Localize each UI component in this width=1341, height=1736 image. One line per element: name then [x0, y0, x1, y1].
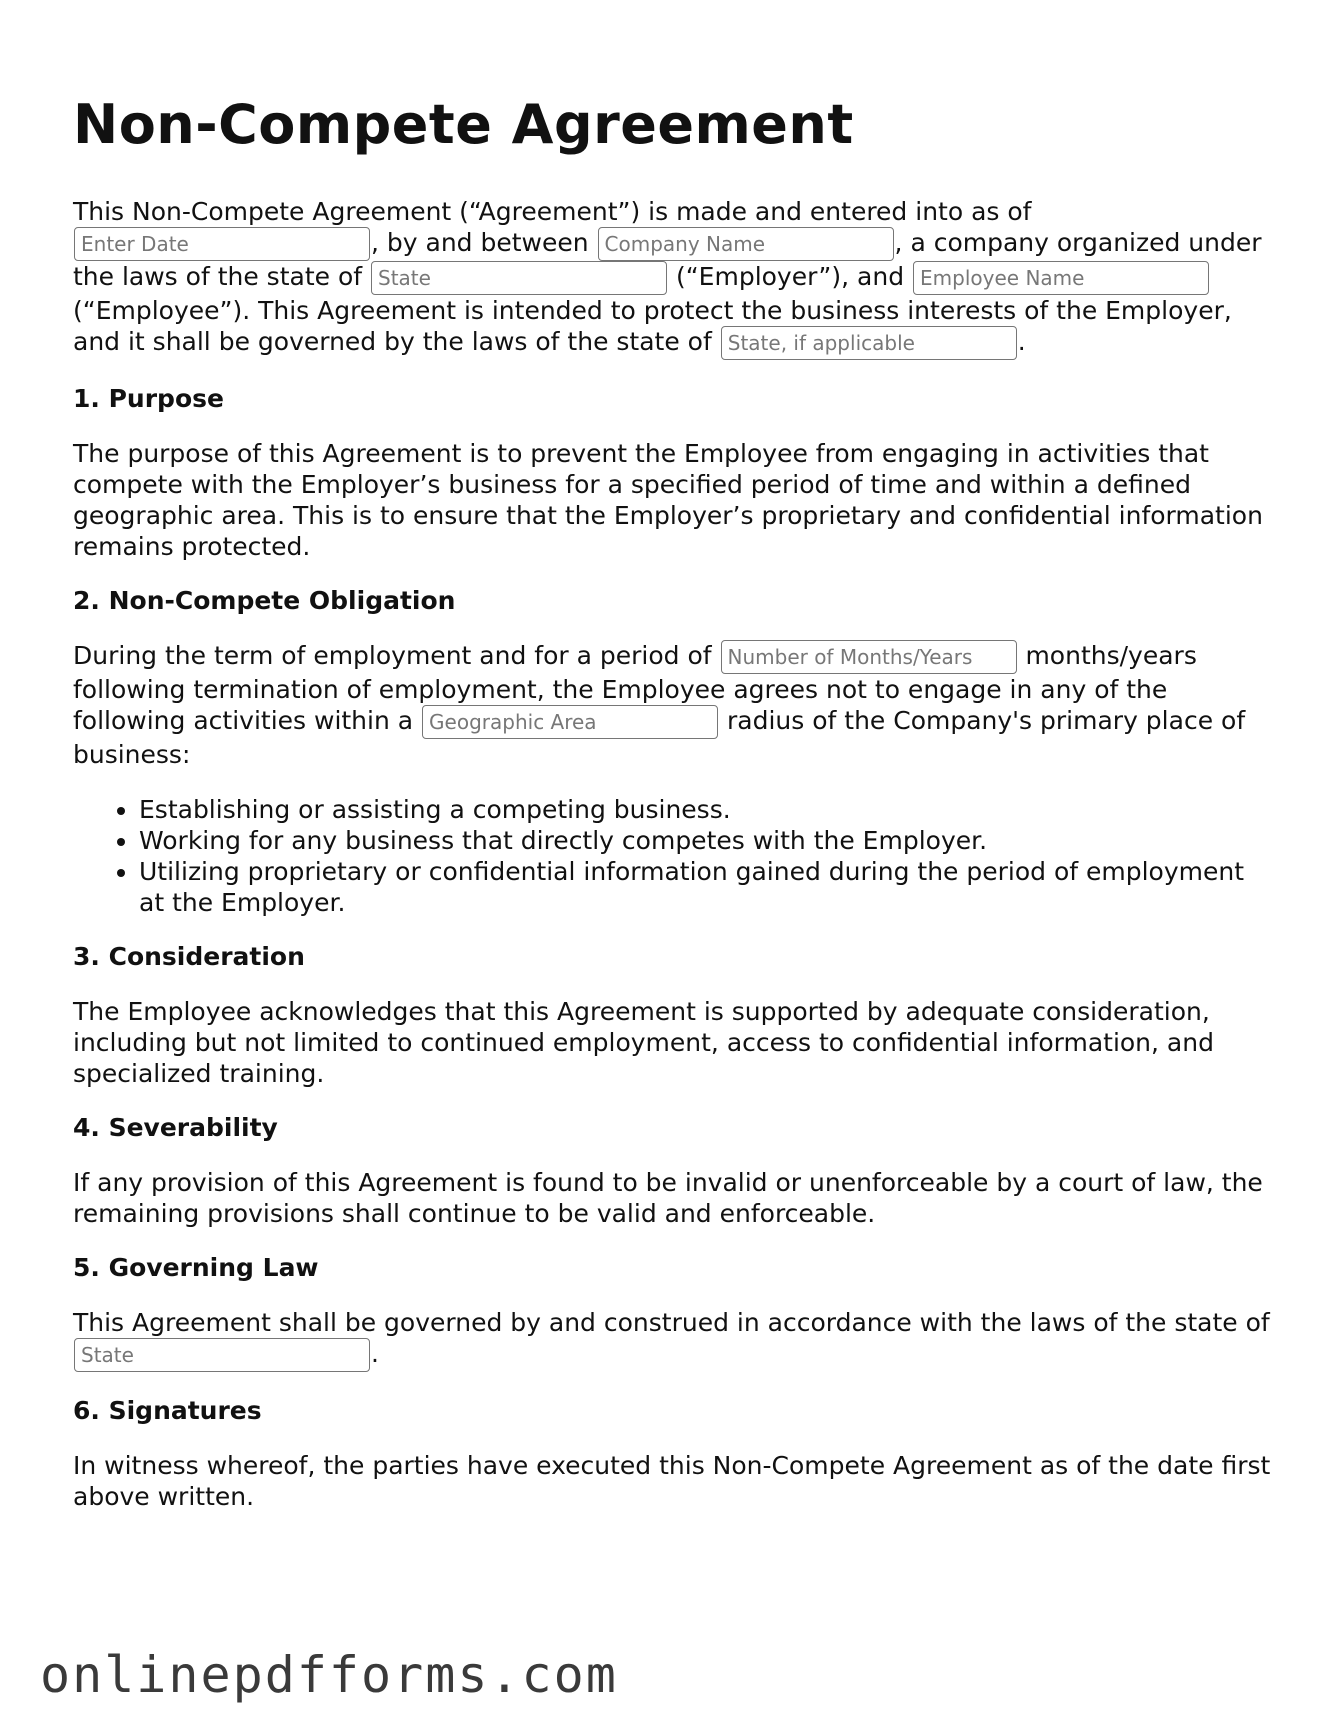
geographic-area-input[interactable] — [422, 705, 718, 739]
date-input[interactable] — [74, 227, 370, 261]
consideration-paragraph: The Employee acknowledges that this Agreement is supported by adequate consideration, including but not limited to continued employment, access to confidential information, and specialized training. — [73, 997, 1214, 1088]
list-item: • Utilizing proprietary or confidential information gained during the period of employment at the Employer. — [139, 856, 1273, 918]
intro-text-4: (“Employer”), and — [675, 262, 905, 291]
signatures-heading: 6. Signatures — [73, 1396, 262, 1425]
period-input[interactable] — [721, 640, 1017, 674]
list-item: • Establishing or assisting a competing business. — [139, 794, 1273, 825]
severability-heading: 4. Severability — [73, 1113, 278, 1142]
governing-law-heading: 5. Governing Law — [73, 1253, 319, 1282]
document-title: Non-Compete Agreement — [73, 93, 854, 156]
obligation-text-3: radius of the Company's primary place of business: — [73, 706, 1246, 769]
intro-text-3: , a company organized under the laws of the state of — [73, 228, 1262, 291]
consideration-heading: 3. Consideration — [73, 942, 305, 971]
employer-state-input[interactable] — [371, 261, 667, 295]
governing-law-paragraph — [73, 1307, 1273, 1372]
list-item: • Working for any business that directly competes with the Employer. — [139, 825, 1273, 856]
intro-text-1: This Non-Compete Agreement (“Agreement”) is made and entered into as of — [73, 197, 1032, 226]
employee-name-input[interactable] — [913, 261, 1209, 295]
watermark-text: onlinepdfforms.com — [40, 1646, 618, 1704]
activities-list — [73, 794, 1273, 918]
intro-text-6: . — [1017, 327, 1026, 356]
intro-text-5: (“Employee”). This Agreement is intended to protect the business interests of the Employer, and it shall be governed by the laws of the state of — [73, 296, 1232, 356]
intro-text-2: , by and between — [371, 228, 589, 257]
intro-paragraph — [73, 196, 1273, 360]
governing-law-text-1: This Agreement shall be governed by and construed in accordance with the laws of the state of — [73, 1308, 1270, 1337]
signatures-paragraph: In witness whereof, the parties have executed this Non-Compete Agreement as of the date first above written. — [73, 1451, 1271, 1511]
purpose-heading: 1. Purpose — [73, 384, 224, 413]
obligation-text-2: months/years following termination of employment, the Employee agrees not to engage in any of the following activities within a — [73, 641, 1197, 735]
obligation-paragraph — [73, 640, 1273, 770]
obligation-heading: 2. Non-Compete Obligation — [73, 586, 456, 615]
governing-law-state-input[interactable] — [74, 1338, 370, 1372]
company-name-input[interactable] — [598, 227, 894, 261]
purpose-paragraph: The purpose of this Agreement is to prevent the Employee from engaging in activities that compete with the Employer’s business for a specified period of time and within a defined geographic area. This is to ensure that the Employer’s proprietary and confidential information remains protected. — [73, 439, 1263, 561]
governing-law-text-2: . — [371, 1339, 379, 1368]
severability-paragraph: If any provision of this Agreement is found to be invalid or unenforceable by a court of law, the remaining provisions shall continue to be valid and enforceable. — [73, 1168, 1263, 1228]
governing-state-input[interactable] — [721, 326, 1017, 360]
obligation-text-1: During the term of employment and for a period of — [73, 641, 712, 670]
document-content — [73, 92, 1273, 1536]
